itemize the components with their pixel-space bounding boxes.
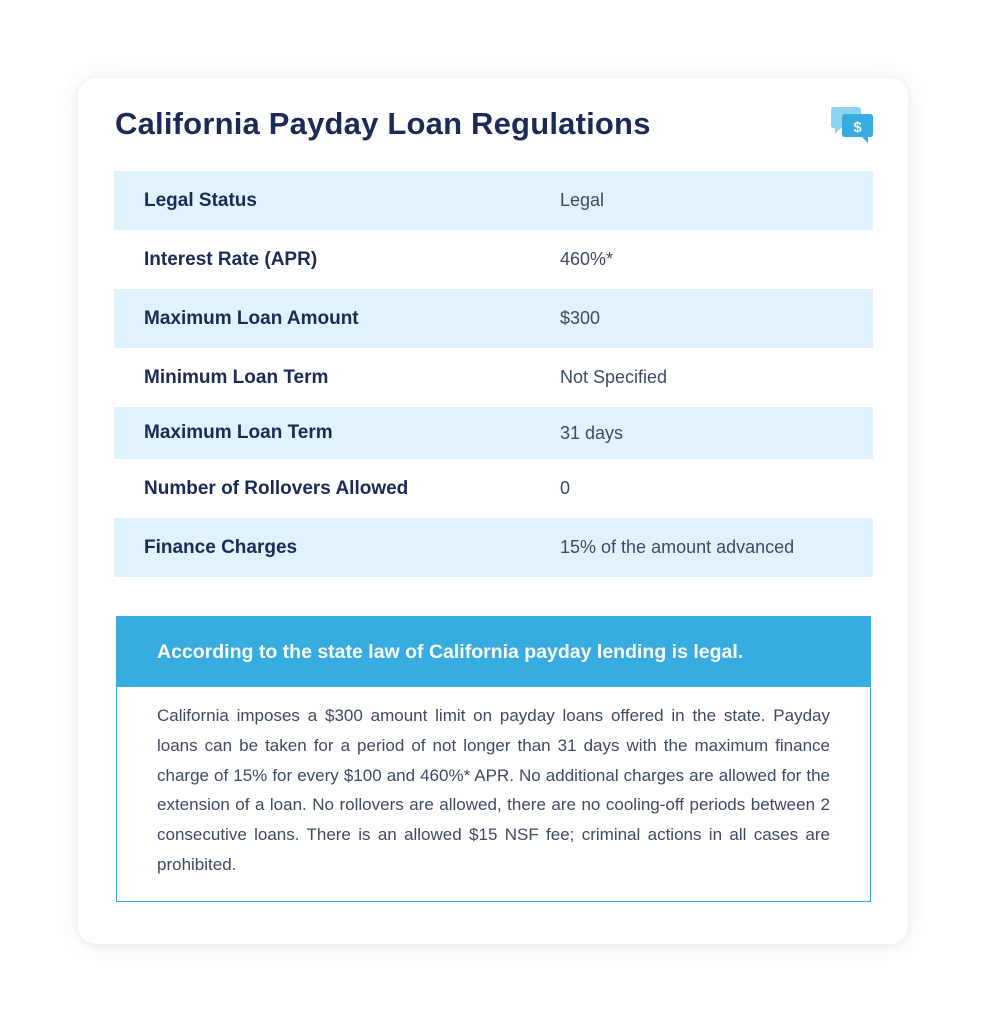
table-row [114,348,873,407]
row-label: Minimum Loan Term [144,366,329,388]
row-label: Maximum Loan Amount [144,307,359,329]
row-value: 15% of the amount advanced [560,537,795,557]
summary-heading: According to the state law of California payday lending is legal. [117,617,870,687]
row-value: Not Specified [560,367,668,387]
table-row [114,289,873,348]
row-label: Legal Status [144,189,257,211]
table-row [114,459,873,518]
row-value: $300 [560,308,601,328]
row-value: 0 [560,478,571,498]
row-label: Finance Charges [144,536,298,558]
table-row [114,518,873,577]
chat-dollar-icon [829,105,875,147]
row-value: 460%* [560,249,614,269]
legal-summary-box [116,616,871,902]
table-row [114,407,873,459]
card-title: California Payday Loan Regulations [115,106,651,141]
table-row [114,230,873,289]
svg-text:$: $ [853,119,862,136]
summary-text: California imposes a $300 amount limit on payday loans offered in the state. Payday loans can be taken for a period of not longer than 31 days with the maximum finance charge of 15% for every $100 and 460%* APR. No additional charges are allowed for the extension of a loan. No rollovers are allowed, there are no cooling-off periods between 2 consecutive loans. There is an allowed $15 NSF fee; criminal actions in all cases are prohibited. [157,706,830,874]
row-value: 31 days [560,422,624,443]
row-label: Number of Rollovers Allowed [144,477,409,499]
regulations-table [114,171,873,577]
row-label: Maximum Loan Term [144,422,333,443]
row-label: Interest Rate (APR) [144,248,318,270]
regulations-card [78,78,908,944]
table-row [114,171,873,230]
row-value: Legal [560,190,605,210]
